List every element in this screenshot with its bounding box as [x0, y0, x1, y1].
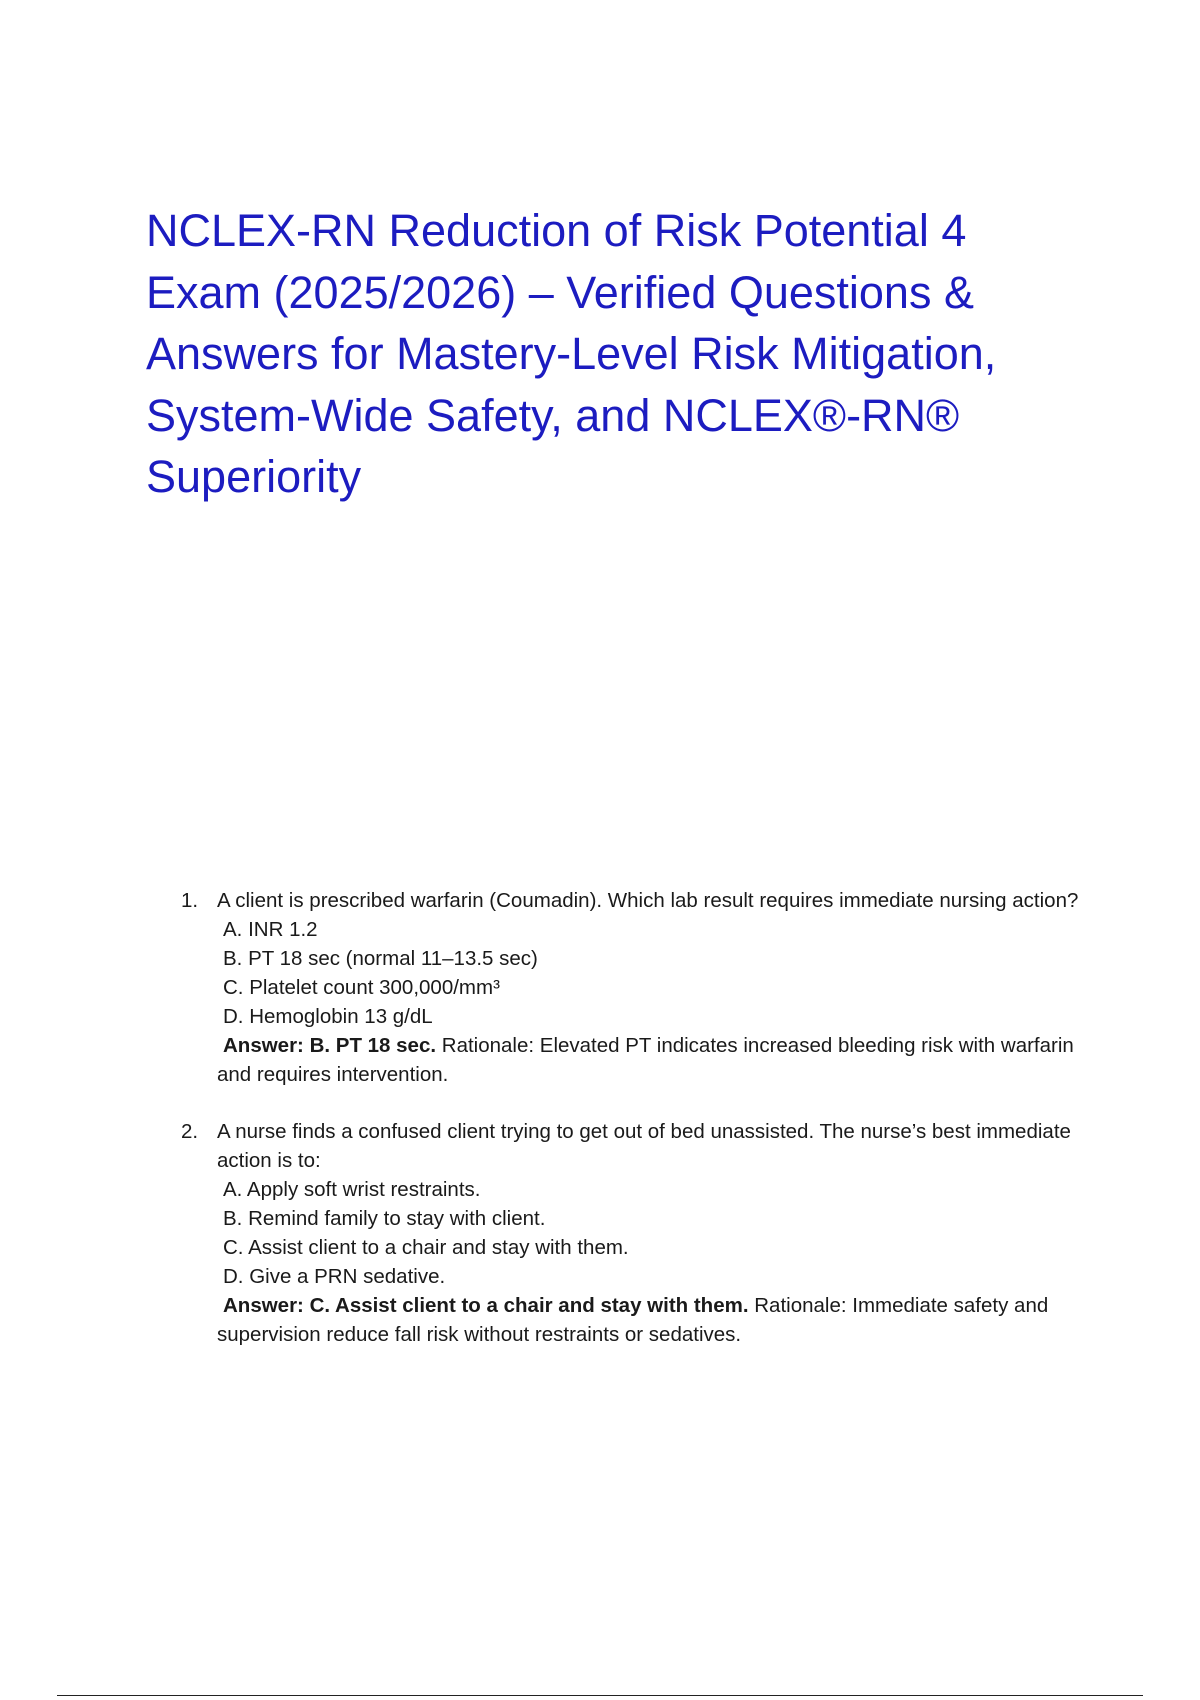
question-body: [217, 886, 1082, 1089]
option-d: D. Hemoglobin 13 g/dL: [223, 1005, 433, 1028]
rationale-text: Rationale: Elevated PT indicates increased bleeding risk with warfarin and requires intervention.: [217, 1034, 1074, 1086]
rationale-text: Rationale: Immediate safety and supervision reduce fall risk without restraints or sedatives.: [217, 1294, 1049, 1346]
option-c: C. Platelet count 300,000/mm³: [223, 976, 500, 999]
question-number: 1.: [181, 889, 199, 912]
footer-divider: [57, 1695, 1143, 1696]
answer-block: [217, 1291, 1082, 1349]
option-list: [217, 915, 1082, 1031]
question-number: 2.: [181, 1120, 199, 1143]
question-item: [177, 886, 1082, 1089]
question-item: [177, 1117, 1082, 1349]
question-body: [217, 1117, 1082, 1349]
answer-label: Answer: C. Assist client to a chair and stay with them.: [223, 1294, 749, 1317]
answer-block: [217, 1031, 1082, 1089]
option-list: [217, 1175, 1082, 1291]
question-text: A nurse finds a confused client trying to get out of bed unassisted. The nurse’s best immediate action is to:: [217, 1120, 1071, 1172]
document-title: NCLEX-RN Reduction of Risk Potential 4 Exam (2025/2026) – Verified Questions & Answers for Mastery-Level Risk Mitigation, System-Wide Safety, and NCLEX®-RN® Superiority: [146, 205, 997, 502]
option-b: B. PT 18 sec (normal 11–13.5 sec): [223, 947, 538, 970]
question-text: A client is prescribed warfarin (Coumadin). Which lab result requires immediate nursing action?: [217, 889, 1079, 912]
option-b: B. Remind family to stay with client.: [223, 1207, 546, 1230]
question-list: [177, 886, 1082, 1377]
option-a: A. INR 1.2: [223, 918, 318, 941]
option-a: A. Apply soft wrist restraints.: [223, 1178, 481, 1201]
option-d: D. Give a PRN sedative.: [223, 1265, 446, 1288]
option-c: C. Assist client to a chair and stay with them.: [223, 1236, 629, 1259]
answer-label: Answer: B. PT 18 sec.: [223, 1034, 437, 1057]
